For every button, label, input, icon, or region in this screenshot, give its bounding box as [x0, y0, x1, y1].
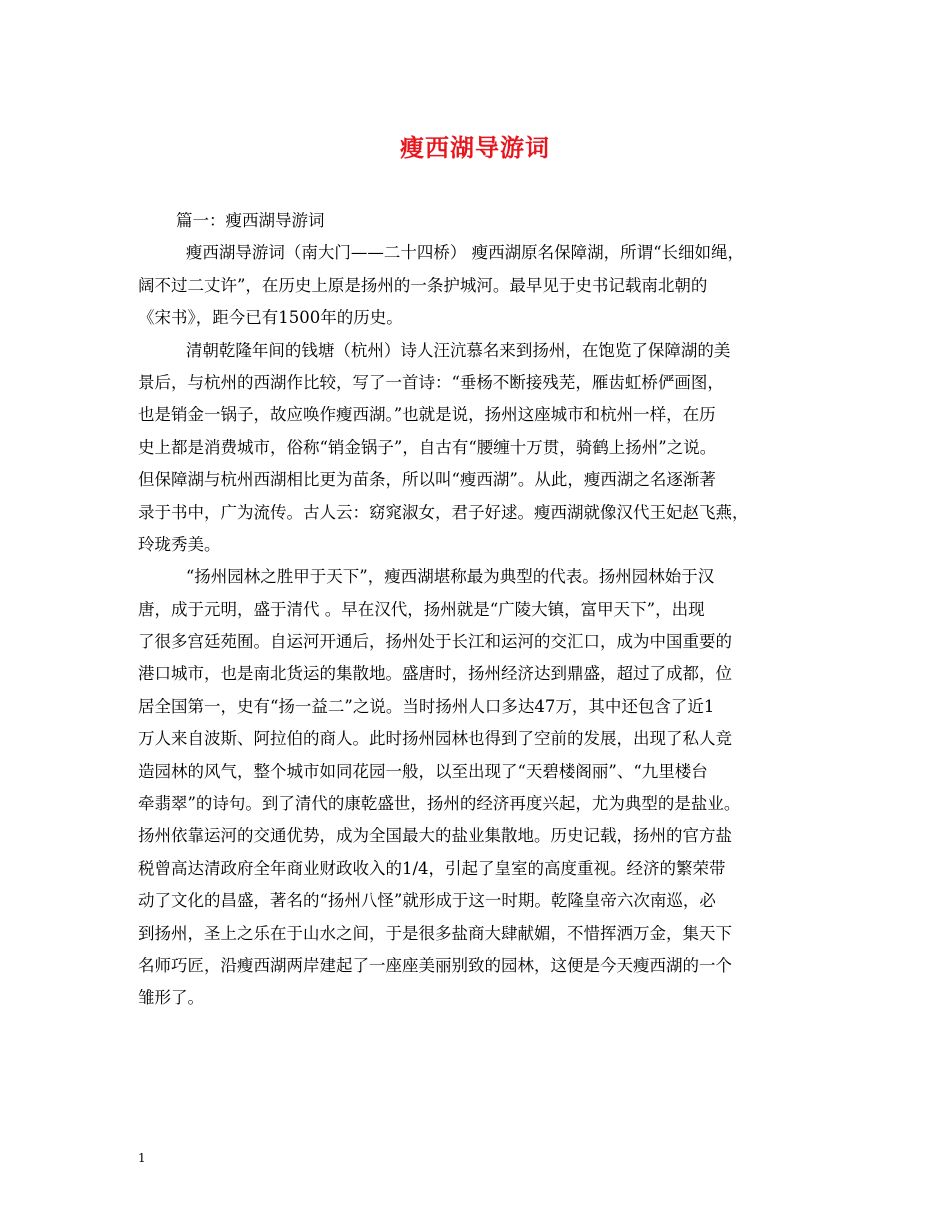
- text-line: 景后，与杭州的西湖作比较，写了一首诗：“垂杨不断接残芜，雁齿虹桥俨画图，: [138, 372, 724, 392]
- text-line: 到扬州，圣上之乐在于山水之间，于是很多盐商大肆献媚，不惜挥洒万金，集天下: [138, 923, 732, 943]
- text-line: “扬州园林之胜甲于天下”，瘦西湖堪称最为典型的代表。扬州园林始于汉: [185, 567, 715, 587]
- text-line: 也是销金一锅子，故应唤作瘦西湖。”也就是说，扬州这座城市和杭州一样，在历: [138, 405, 716, 425]
- text-line: 阔不过二丈许”，在历史上原是扬州的一条护城河。最早见于史书记载南北朝的: [138, 275, 708, 295]
- text-line: 牵翡翠”的诗句。到了清代的康乾盛世，扬州的经济再度兴起，尤为典型的是盐业。: [138, 794, 741, 814]
- text-line: 了很多宫廷苑囿。自运河开通后，扬州处于长江和运河的交汇口，成为中国重要的: [138, 632, 732, 652]
- text-line: 雏形了。: [138, 988, 204, 1008]
- page-number: 1: [138, 1151, 146, 1165]
- text-line: 篇一：瘦西湖导游词: [175, 211, 325, 230]
- text-line: 唐，成于元明，盛于清代 。早在汉代，扬州就是“广陵大镇，富甲天下”，出现: [138, 599, 705, 619]
- document-body: [138, 205, 810, 1015]
- text-line: 史上都是消费城市，俗称“销金锅子”，自古有“腰缠十万贯，骑鹤上扬州”之说。: [138, 437, 717, 457]
- text-line: 港口城市，也是南北货运的集散地。盛唐时，扬州经济达到鼎盛，超过了成都，位: [138, 664, 732, 684]
- text-line: 清朝乾隆年间的钱塘（杭州）诗人汪沆慕名来到扬州，在饱览了保障湖的美: [185, 340, 731, 360]
- text-line: 扬州依靠运河的交通优势，成为全国最大的盐业集散地。历史记载，扬州的官方盐: [138, 826, 732, 846]
- text-line: 玲珑秀美。: [138, 534, 221, 554]
- text-line: 瘦西湖导游词（南大门——二十四桥） 瘦西湖原名保障湖，所谓“长细如绳，: [185, 243, 745, 263]
- text-line: 动了文化的昌盛，著名的“扬州八怪”就形成于这一时期。乾隆皇帝六次南巡，必: [138, 891, 716, 911]
- document-title: 瘦西湖导游词: [400, 134, 550, 162]
- text-line: 居全国第一，史有“扬一益二”之说。当时扬州人口多达47万，其中还包含了近1: [138, 696, 715, 716]
- text-line: 但保障湖与杭州西湖相比更为苗条，所以叫“瘦西湖”。从此，瘦西湖之名逐渐著: [138, 470, 716, 490]
- text-line: 录于书中，广为流传。古人云：窈窕淑女，君子好逑。瘦西湖就像汉代王妃赵飞燕，: [138, 502, 749, 522]
- text-line: 名师巧匠，沿瘦西湖两岸建起了一座座美丽别致的园林，这便是今天瘦西湖的一个: [138, 955, 732, 975]
- text-line: 税曾高达清政府全年商业财政收入的1/4，引起了皇室的高度重视。经济的繁荣带: [138, 858, 726, 878]
- text-line: 《宋书》，距今已有1500年的历史。: [138, 308, 403, 328]
- text-line: 造园林的风气，整个城市如同花园一般，以至出现了“天碧楼阁丽”、“九里楼台: [138, 761, 708, 781]
- text-line: 万人来自波斯、阿拉伯的商人。此时扬州园林也得到了空前的发展，出现了私人竞: [138, 729, 732, 749]
